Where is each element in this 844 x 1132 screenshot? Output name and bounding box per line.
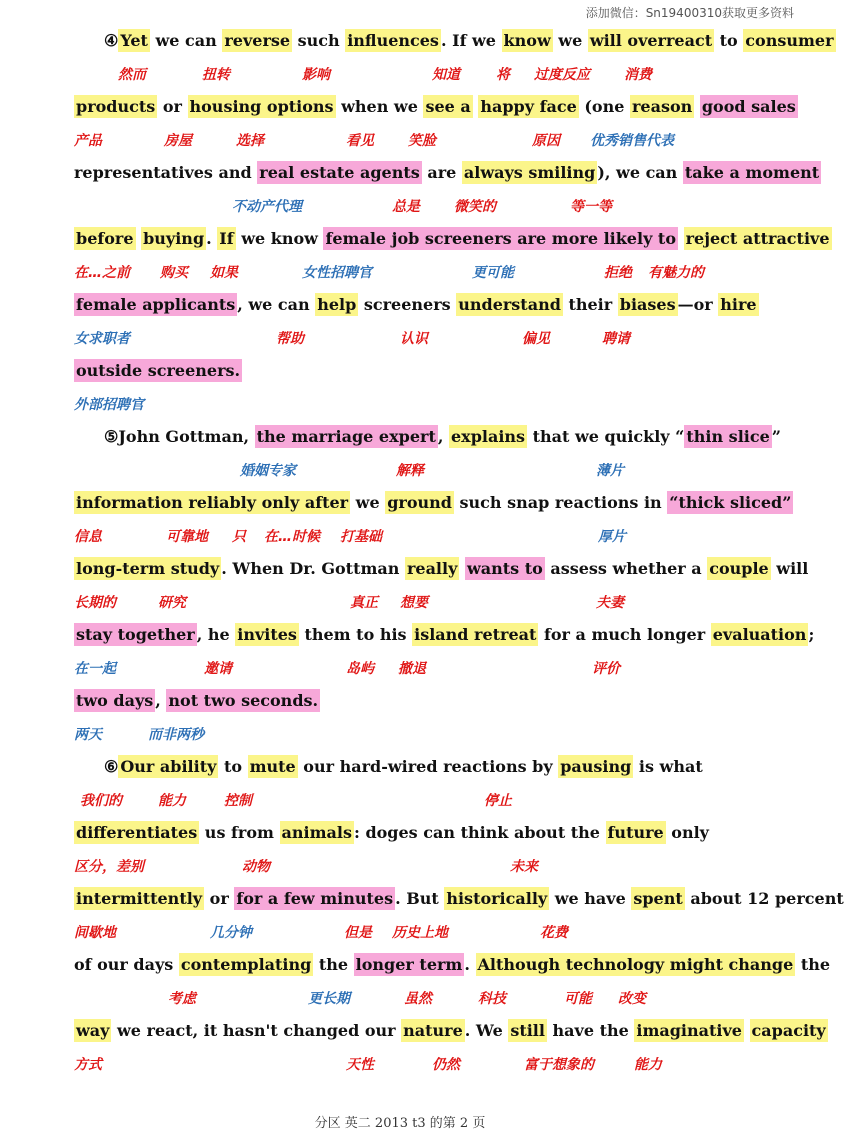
highlight-yellow: way [76,1021,110,1040]
highlight-yellow: explains [450,427,526,446]
chinese-annotation: 过度反应 [534,67,590,83]
chinese-annotation: 总是 [392,199,420,215]
annotation-line [74,64,794,88]
highlight-yellow: consumer [745,31,834,50]
text-span: . [206,229,218,248]
text-span: we know [235,229,324,248]
chinese-annotation: 能力 [634,1057,662,1073]
text-span: , [437,427,449,446]
chinese-annotation: 邀请 [204,661,232,677]
text-span: ⑥ [104,757,119,776]
annotation-line [74,790,794,814]
highlight-yellow: understand [458,295,561,314]
highlight-yellow: happy face [480,97,577,116]
highlight-yellow: invites [237,625,297,644]
chinese-annotation: 能力 [158,793,186,809]
highlight-pink: stay together [76,625,195,644]
text-line [104,754,824,780]
annotation-line [74,592,794,616]
highlight-pink: for a few minutes [236,889,394,908]
chinese-annotation: 控制 [224,793,252,809]
chinese-annotation: 笑脸 [408,133,436,149]
highlight-yellow: Yet [120,31,148,50]
highlight-yellow: Our ability [120,757,217,776]
highlight-yellow: still [510,1021,545,1040]
chinese-annotation: 更长期 [308,991,350,1007]
text-line [74,952,831,978]
annotation-line [74,922,794,946]
highlight-yellow: always smiling [463,163,596,182]
highlight-yellow: hire [720,295,757,314]
text-span: for a much longer [538,625,711,644]
highlight-yellow: differentiates [76,823,198,842]
chinese-annotation: 优秀销售代表 [590,133,674,149]
chinese-annotation: 认识 [400,331,428,347]
chinese-annotation: 微笑的 [454,199,496,215]
chinese-annotation: 停止 [484,793,512,809]
highlight-yellow: biases [619,295,676,314]
chinese-annotation: 想要 [400,595,428,611]
highlight-pink: good sales [701,97,796,116]
text-line [74,226,830,252]
text-line [74,358,794,384]
text-span: us from [199,823,280,842]
chinese-annotation: 不动产代理 [232,199,302,215]
highlight-yellow: future [607,823,664,842]
chinese-annotation: 然而 [118,67,146,83]
highlight-yellow: buying [143,229,205,248]
highlight-yellow: imaginative [636,1021,742,1040]
text-span: have the [546,1021,635,1040]
chinese-annotation: 考虑 [168,991,196,1007]
chinese-annotation: 可能 [564,991,592,1007]
annotation-line [74,196,794,220]
highlight-yellow: historically [446,889,548,908]
text-line [74,94,794,120]
page-footer: 分区 英二 2013 t3 的第 2 页 [314,1116,486,1131]
text-span: we can [149,31,223,50]
chinese-annotation: 研究 [158,595,186,611]
highlight-yellow: If [219,229,234,248]
highlight-yellow: mute [249,757,296,776]
highlight-yellow: know [503,31,551,50]
text-span: : doges can think about the [353,823,606,842]
chinese-annotation: 几分钟 [210,925,252,941]
text-span: such snap reactions in [453,493,668,512]
text-span: the [313,955,354,974]
chinese-annotation: 打基础 [340,529,382,545]
text-line [74,622,815,648]
highlight-pink: wants to [466,559,543,578]
text-span: we [350,493,386,512]
text-line [74,688,794,714]
text-span: . If we [440,31,502,50]
chinese-annotation: 未来 [510,859,538,875]
highlight-pink: outside screeners. [76,361,241,380]
chinese-annotation: 看见 [346,133,374,149]
highlight-yellow: reason [631,97,693,116]
text-span: the [795,955,831,974]
highlight-yellow: housing options [189,97,334,116]
chinese-annotation: 将 [496,67,510,83]
text-span: . When Dr. Gottman [221,559,405,578]
annotation-line [74,394,794,418]
text-span [678,229,684,248]
text-span: such [292,31,346,50]
annotation-line [74,856,794,880]
chinese-annotation: 厚片 [598,529,626,545]
highlight-yellow: before [76,229,134,248]
highlight-yellow: pausing [560,757,632,776]
text-line [74,886,844,912]
text-span: . But [395,889,445,908]
annotation-line [74,328,794,352]
text-span: when we [335,97,424,116]
text-span: —or [677,295,719,314]
chinese-annotation: 方式 [74,1057,102,1073]
chinese-annotation: 评价 [592,661,620,677]
highlight-yellow: information reliably only after [76,493,349,512]
text-span: of our days [74,955,179,974]
text-span: , he [196,625,236,644]
text-span: that we quickly “ [527,427,685,446]
highlight-yellow: capacity [751,1021,826,1040]
text-line [104,424,824,450]
annotation-line [74,1054,794,1078]
text-span: , [155,691,167,710]
chinese-annotation: 改变 [618,991,646,1007]
annotation-line [74,460,794,484]
chinese-annotation: 消费 [624,67,652,83]
text-span: assess whether a [544,559,708,578]
chinese-annotation: 更可能 [472,265,514,281]
chinese-annotation: 区分，差别 [74,859,144,875]
chinese-annotation: 解释 [396,463,424,479]
text-span: representatives and [74,163,258,182]
highlight-pink: female job screeners are more likely to [325,229,676,248]
text-span: we [552,31,588,50]
highlight-pink: longer term [355,955,463,974]
chinese-annotation: 天性 [346,1057,374,1073]
watermark-text: 添加微信：Sn19400310获取更多资料 [585,6,794,20]
highlight-pink: not two seconds. [168,691,319,710]
highlight-yellow: animals [281,823,352,842]
text-span: to [218,757,248,776]
highlight-yellow: help [317,295,357,314]
chinese-annotation: 婚姻专家 [240,463,296,479]
highlight-yellow: couple [709,559,769,578]
text-span: we have [549,889,632,908]
highlight-yellow: products [76,97,156,116]
text-line [74,820,794,846]
text-span: them to his [298,625,413,644]
highlight-yellow: see a [425,97,471,116]
highlight-yellow: island retreat [414,625,537,644]
text-line [104,28,834,54]
chinese-annotation: 夫妻 [596,595,624,611]
chinese-annotation: 可靠地 [166,529,208,545]
chinese-annotation: 聘请 [602,331,630,347]
highlight-yellow: ground [387,493,452,512]
highlight-pink: thin slice [686,427,770,446]
text-line [74,292,794,318]
chinese-annotation: 产品 [74,133,102,149]
chinese-annotation: 在…时候 [264,529,320,545]
chinese-annotation: 仍然 [432,1057,460,1073]
chinese-annotation: 选择 [236,133,264,149]
text-line [74,1018,826,1044]
chinese-annotation: 长期的 [74,595,116,611]
chinese-annotation: 拒绝 [604,265,632,281]
chinese-annotation: 女性招聘官 [302,265,372,281]
text-span: is what [633,757,703,776]
text-span: ⑤John Gottman, [104,427,255,446]
text-span [744,1021,750,1040]
text-span: , we can [237,295,316,314]
chinese-annotation: 购买 [160,265,188,281]
chinese-annotation: 两天 [74,727,102,743]
annotation-line [74,526,794,550]
highlight-pink: the marriage expert [256,427,436,446]
text-line [74,490,794,516]
chinese-annotation: 间歇地 [74,925,116,941]
chinese-annotation: 我们的 [80,793,122,809]
chinese-annotation: 有魅力的 [648,265,704,281]
text-span: are [421,163,462,182]
text-span: only [665,823,709,842]
highlight-pink: real estate agents [259,163,420,182]
highlight-pink: “thick sliced” [669,493,792,512]
text-span: will [770,559,809,578]
text-span: ” [771,427,781,446]
highlight-yellow: nature [403,1021,463,1040]
text-span: ), we can [597,163,683,182]
chinese-annotation: 女求职者 [74,331,130,347]
text-span: we react, it hasn't changed our [111,1021,402,1040]
highlight-yellow: spent [633,889,683,908]
chinese-annotation: 在一起 [74,661,116,677]
text-line [74,556,809,582]
text-span: or [204,889,235,908]
text-span: about 12 percent [684,889,844,908]
text-line [74,160,820,186]
highlight-yellow: influences [347,31,439,50]
chinese-annotation: 真正 [350,595,378,611]
chinese-annotation: 知道 [432,67,460,83]
chinese-annotation: 富于想象的 [524,1057,594,1073]
text-span [694,97,700,116]
chinese-annotation: 只 [232,529,246,545]
chinese-annotation: 在…之前 [74,265,130,281]
chinese-annotation: 信息 [74,529,102,545]
chinese-annotation: 虽然 [404,991,432,1007]
text-span: their [562,295,618,314]
chinese-annotation: 外部招聘官 [74,397,144,413]
highlight-yellow: intermittently [76,889,203,908]
chinese-annotation: 科技 [478,991,506,1007]
text-span: . We [464,1021,509,1040]
chinese-annotation: 薄片 [596,463,624,479]
highlight-yellow: will overreact [589,31,713,50]
chinese-annotation: 而非两秒 [148,727,204,743]
annotation-line [74,988,794,1012]
highlight-yellow: reverse [224,31,291,50]
highlight-yellow: evaluation [712,625,807,644]
text-span: screeners [358,295,457,314]
text-span: . [464,955,476,974]
chinese-annotation: 如果 [210,265,238,281]
chinese-annotation: 房屋 [164,133,192,149]
chinese-annotation: 原因 [532,133,560,149]
annotation-line [74,262,794,286]
chinese-annotation: 岛屿 [346,661,374,677]
highlight-pink: two days [76,691,154,710]
chinese-annotation: 撤退 [398,661,426,677]
highlight-pink: take a moment [684,163,820,182]
text-span: (one [578,97,630,116]
chinese-annotation: 动物 [242,859,270,875]
chinese-annotation: 花费 [540,925,568,941]
annotation-line [74,130,794,154]
text-span: or [157,97,188,116]
chinese-annotation: 历史上地 [392,925,448,941]
chinese-annotation: 扭转 [202,67,230,83]
chinese-annotation: 偏见 [522,331,550,347]
chinese-annotation: 但是 [344,925,372,941]
text-span: ④ [104,31,119,50]
text-span: to [714,31,744,50]
text-span: our hard-wired reactions by [297,757,559,776]
chinese-annotation: 等一等 [570,199,612,215]
highlight-yellow: long-term study [76,559,220,578]
text-span: ; [808,625,815,644]
highlight-yellow: Although technology might change [477,955,794,974]
chinese-annotation: 帮助 [276,331,304,347]
highlight-pink: female applicants [76,295,236,314]
highlight-yellow: contemplating [180,955,312,974]
chinese-annotation: 影响 [302,67,330,83]
annotation-line [74,724,794,748]
highlight-yellow: really [406,559,458,578]
highlight-yellow: reject attractive [685,229,830,248]
annotation-line [74,658,794,682]
